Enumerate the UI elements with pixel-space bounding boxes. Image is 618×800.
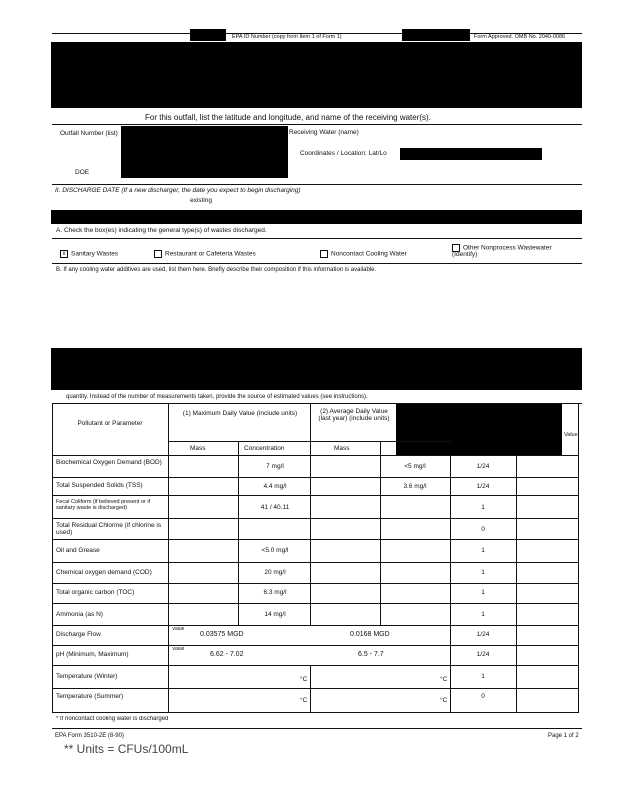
option-other[interactable]: [452, 244, 552, 259]
table-row-label: Ammonia (as N): [56, 611, 103, 618]
table-intro: quantity. Instead of the number of measurements taken, provide the source of estimated values (see instructions).: [66, 394, 368, 400]
grid-line: [380, 441, 381, 625]
epa-id-label: EPA ID Number (copy from Item 1 of Form 1): [232, 34, 342, 40]
coordinates-label: Coordinates / Location: Lat/Lo: [300, 150, 387, 157]
grid-line: [238, 441, 239, 625]
rule: [52, 238, 582, 239]
table-cell: 41 / 40.11: [260, 504, 290, 511]
grid-line: [52, 403, 53, 713]
rule: [52, 124, 582, 125]
table-row-label: Total Residual Chlorine (if chlorine is used): [56, 522, 162, 537]
table-cell: 1: [481, 547, 485, 554]
grid-line: [52, 583, 578, 584]
table-cell: 1/24: [476, 483, 490, 490]
receiving-water-label: Receiving Water (name): [289, 129, 359, 136]
value-tag: Value: [172, 627, 185, 632]
table-cell: 6.62 - 7.02: [210, 651, 244, 658]
checkbox-icon[interactable]: x: [60, 250, 68, 258]
avg-daily-header: (2) Average Daily Value (last year) (include units): [318, 408, 390, 423]
table-cell: 6.3 mg/l: [263, 589, 287, 596]
grid-line: [168, 441, 452, 442]
grid-line: [52, 455, 578, 456]
option-label: Other Nonprocess Wastewater (Identify): [452, 244, 552, 259]
redacted-header: [51, 42, 582, 108]
grid-line: [52, 495, 578, 496]
grid-line: [52, 712, 578, 713]
grid-line: [52, 625, 578, 626]
grid-line: [52, 728, 582, 729]
redaction: [400, 148, 542, 160]
option-label: Sanitary Wastes: [71, 250, 119, 258]
waste-type-instruction: A. Check the box(es) indicating the general type(s) of wastes discharged.: [56, 227, 267, 234]
table-cell: 0.03575 MGD: [200, 631, 244, 638]
unit-label: °C: [440, 676, 448, 683]
table-cell: 1/24: [476, 463, 490, 470]
redaction: [402, 29, 470, 41]
outfall-instruction: For this outfall, list the latitude and longitude, and name of the receiving water(s).: [145, 113, 431, 122]
table-cell: 14 mg/l: [264, 611, 286, 618]
table-cell: <5 mg/l: [404, 463, 426, 470]
discharge-date-value: existing: [190, 197, 213, 204]
table-cell: 1: [481, 504, 485, 511]
pollutant-header: Pollutant or Parameter: [77, 420, 143, 427]
table-row-label: Total Suspended Solids (TSS): [56, 482, 143, 489]
table-cell: 1/24: [476, 631, 490, 638]
unit-label: °C: [440, 697, 448, 704]
redaction: [190, 29, 226, 41]
table-cell: 0.0168 MGD: [350, 631, 390, 638]
grid-line: [52, 665, 578, 666]
grid-line: [52, 477, 578, 478]
grid-line: [578, 403, 579, 713]
option-label: Noncontact Cooling Water: [331, 250, 407, 258]
outfall-number-label: Outfall Number (list): [60, 130, 118, 137]
grid-line: [310, 665, 311, 713]
mass-header: Mass: [190, 445, 206, 452]
mass-header-2: Mass: [334, 445, 350, 452]
checkbox-icon[interactable]: [320, 250, 328, 258]
table-cell: 1: [481, 673, 485, 680]
grid-line: [310, 403, 311, 625]
option-cooling-water[interactable]: [320, 250, 407, 258]
redacted-block: [51, 348, 582, 390]
discharge-date-label: II. DISCHARGE DATE (If a new discharger, the date you expect to begin discharging): [55, 187, 301, 194]
table-row-label: Discharge Flow: [56, 631, 101, 638]
option-sanitary[interactable]: [60, 250, 118, 258]
table-row-label: Chemical oxygen demand (COD): [56, 569, 152, 576]
table-row-label: Oil and Grease: [56, 547, 100, 554]
max-daily-header: (1) Maximum Daily Value (include units): [182, 410, 298, 417]
page-number: Page 1 of 2: [548, 733, 579, 739]
table-footnote: * If noncontact cooling water is discharged: [56, 716, 169, 722]
table-cell: <5.0 mg/l: [261, 547, 289, 554]
table-cell: 3.6 mg/l: [403, 483, 427, 490]
table-cell: 7 mg/l: [266, 463, 284, 470]
table-row-label: Total organic carbon (TOC): [56, 589, 135, 596]
table-cell: 0: [481, 693, 485, 700]
grid-line: [450, 430, 451, 713]
cooling-additives-note: B. If any cooling water additives are used, list them here. Briefly describe their composition if this information is available.: [56, 267, 377, 273]
grid-line: [52, 539, 578, 540]
form-approval: Form Approved. OMB No. 2040-0086: [474, 34, 566, 40]
rule: [52, 184, 582, 185]
unit-label: °C: [300, 697, 308, 704]
redaction: [396, 404, 562, 456]
table-row-label: Biochemical Oxygen Demand (BOD): [56, 459, 162, 466]
table-cell: 4.4 mg/l: [263, 483, 287, 490]
grid-line: [168, 403, 169, 713]
table-row-label: Temperature (Summer): [56, 693, 124, 700]
grid-line: [516, 430, 517, 713]
grid-line: [52, 562, 578, 563]
rule: [52, 263, 582, 264]
value-header: Value: [564, 432, 578, 438]
doe-label: DOE: [75, 169, 90, 176]
table-row-label: Temperature (Winter): [56, 673, 118, 680]
table-row-label: Fecal Coliform (if believed present or if sanitary waste is discharged): [56, 499, 151, 512]
table-cell: 1: [481, 589, 485, 596]
grid-line: [52, 518, 578, 519]
table-cell: 1: [481, 611, 485, 618]
value-tag: Value: [172, 647, 185, 652]
grid-line: [52, 688, 578, 689]
table-cell: 1: [481, 569, 485, 576]
checkbox-icon[interactable]: [154, 250, 162, 258]
concentration-header: Concentration: [244, 445, 285, 452]
table-row-label: pH (Minimum, Maximum): [56, 651, 129, 658]
grid-line: [52, 645, 578, 646]
option-label: Restaurant or Cafeteria Wastes: [165, 250, 256, 258]
handwritten-units-note: ** Units = CFUs/100mL: [64, 742, 189, 756]
form-number: EPA Form 3510-2E (8-90): [55, 733, 124, 739]
grid-line: [52, 603, 578, 604]
table-cell: 1/24: [476, 651, 490, 658]
option-restaurant[interactable]: [154, 250, 256, 258]
table-cell: 0: [481, 526, 485, 533]
table-cell: 20 mg/l: [264, 569, 286, 576]
redaction: [121, 126, 288, 178]
table-cell: 6.5 - 7.7: [358, 651, 384, 658]
redacted-section-bar: [51, 210, 582, 224]
unit-label: °C: [300, 676, 308, 683]
